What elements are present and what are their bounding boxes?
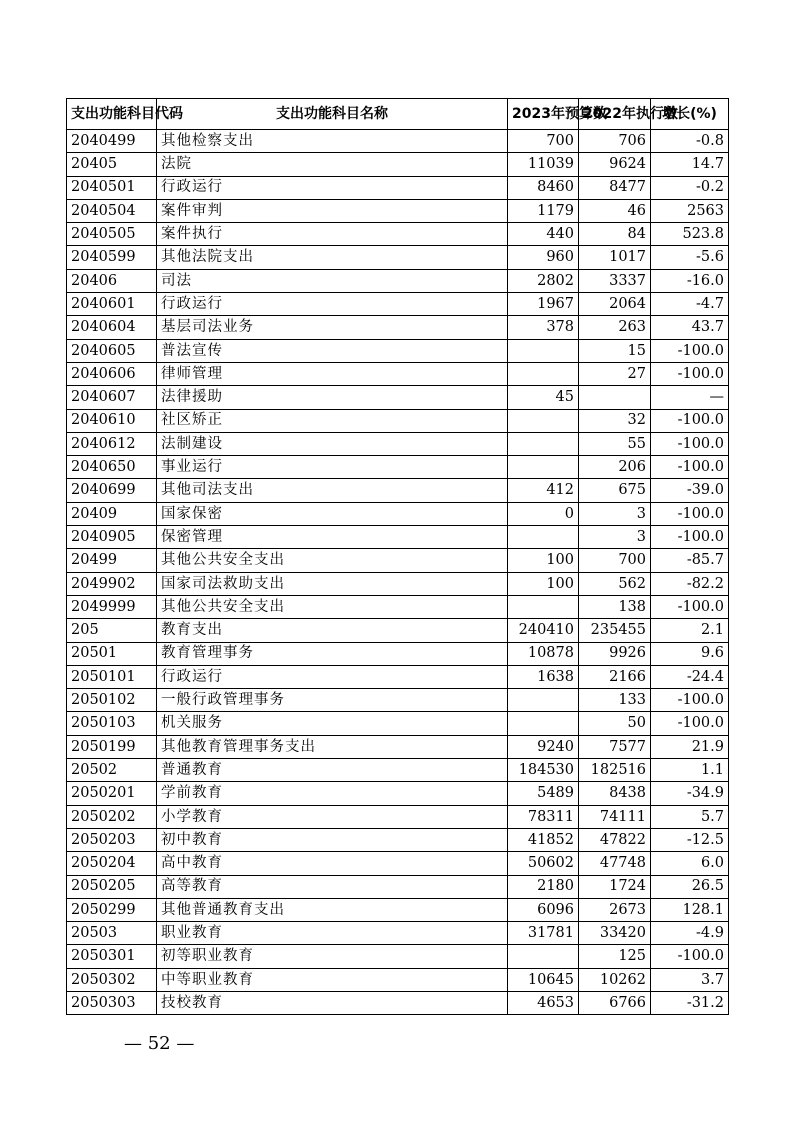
budget-cell: 700: [508, 130, 579, 153]
actual-cell: 3337: [579, 269, 651, 292]
table-row: [67, 852, 729, 875]
name-cell: 国家保密: [157, 502, 508, 525]
growth-cell: 14.7: [651, 153, 729, 176]
growth-cell: -100.0: [651, 432, 729, 455]
code-cell: 2049999: [67, 595, 157, 618]
name-cell: 机关服务: [157, 712, 508, 735]
growth-cell: -100.0: [651, 595, 729, 618]
code-cell: 2040601: [67, 293, 157, 316]
actual-cell: 55: [579, 432, 651, 455]
table-row: [67, 526, 729, 549]
budget-cell: 11039: [508, 153, 579, 176]
actual-cell: 27: [579, 362, 651, 385]
table-row: [67, 339, 729, 362]
code-cell: 2050103: [67, 712, 157, 735]
growth-cell: —: [651, 386, 729, 409]
actual-cell: 133: [579, 689, 651, 712]
growth-cell: 523.8: [651, 223, 729, 246]
table-row: [67, 130, 729, 153]
name-cell: 其他检察支出: [157, 130, 508, 153]
name-cell: 法制建设: [157, 432, 508, 455]
code-cell: 2050102: [67, 689, 157, 712]
budget-cell: 1179: [508, 199, 579, 222]
actual-cell: 15: [579, 339, 651, 362]
growth-cell: 128.1: [651, 898, 729, 921]
budget-cell: 378: [508, 316, 579, 339]
actual-cell: 74111: [579, 805, 651, 828]
actual-cell: 84: [579, 223, 651, 246]
name-cell: 高中教育: [157, 852, 508, 875]
table-row: [67, 898, 729, 921]
code-cell: 2050201: [67, 782, 157, 805]
table-row: [67, 689, 729, 712]
code-cell: 2050303: [67, 991, 157, 1014]
code-cell: 2040607: [67, 386, 157, 409]
table-row: [67, 176, 729, 199]
name-cell: 中等职业教育: [157, 968, 508, 991]
budget-cell: 10645: [508, 968, 579, 991]
table-row: [67, 595, 729, 618]
actual-cell: 3: [579, 502, 651, 525]
name-cell: 司法: [157, 269, 508, 292]
growth-cell: -85.7: [651, 549, 729, 572]
table-row: [67, 968, 729, 991]
budget-cell: 6096: [508, 898, 579, 921]
name-cell: 初等职业教育: [157, 945, 508, 968]
budget-cell: [508, 595, 579, 618]
budget-cell: 45: [508, 386, 579, 409]
actual-cell: 675: [579, 479, 651, 502]
code-cell: 2040905: [67, 526, 157, 549]
growth-cell: -4.9: [651, 922, 729, 945]
code-cell: 2050203: [67, 828, 157, 851]
name-cell: 案件执行: [157, 223, 508, 246]
budget-cell: 8460: [508, 176, 579, 199]
code-cell: 20409: [67, 502, 157, 525]
actual-cell: [579, 386, 651, 409]
budget-cell: 960: [508, 246, 579, 269]
table-row: [67, 572, 729, 595]
table-row: [67, 945, 729, 968]
actual-cell: 47822: [579, 828, 651, 851]
name-cell: 高等教育: [157, 875, 508, 898]
budget-cell: [508, 339, 579, 362]
budget-cell: [508, 526, 579, 549]
growth-cell: 3.7: [651, 968, 729, 991]
code-cell: 205: [67, 619, 157, 642]
name-cell: 社区矫正: [157, 409, 508, 432]
growth-cell: -100.0: [651, 689, 729, 712]
actual-cell: 2673: [579, 898, 651, 921]
growth-cell: 1.1: [651, 759, 729, 782]
growth-cell: -100.0: [651, 945, 729, 968]
table-row: [67, 432, 729, 455]
table-row: [67, 269, 729, 292]
budget-cell: 1967: [508, 293, 579, 316]
code-cell: 2040599: [67, 246, 157, 269]
growth-cell: -82.2: [651, 572, 729, 595]
table-row: [67, 665, 729, 688]
code-cell: 2040605: [67, 339, 157, 362]
name-cell: 其他教育管理事务支出: [157, 735, 508, 758]
budget-cell: 412: [508, 479, 579, 502]
name-cell: 技校教育: [157, 991, 508, 1014]
growth-cell: -100.0: [651, 526, 729, 549]
name-cell: 教育管理事务: [157, 642, 508, 665]
actual-cell: 47748: [579, 852, 651, 875]
budget-cell: 0: [508, 502, 579, 525]
table-row: [67, 199, 729, 222]
code-cell: 2050101: [67, 665, 157, 688]
budget-cell: 4653: [508, 991, 579, 1014]
actual-cell: 9624: [579, 153, 651, 176]
actual-cell: 7577: [579, 735, 651, 758]
actual-cell: 2166: [579, 665, 651, 688]
header-budget-2023: 2023年预算数: [508, 99, 579, 130]
name-cell: 其他普通教育支出: [157, 898, 508, 921]
name-cell: 基层司法业务: [157, 316, 508, 339]
name-cell: 国家司法救助支出: [157, 572, 508, 595]
growth-cell: 21.9: [651, 735, 729, 758]
budget-cell: 100: [508, 572, 579, 595]
actual-cell: 235455: [579, 619, 651, 642]
budget-cell: 100: [508, 549, 579, 572]
table-row: [67, 246, 729, 269]
actual-cell: 700: [579, 549, 651, 572]
code-cell: 20406: [67, 269, 157, 292]
growth-cell: 2563: [651, 199, 729, 222]
budget-cell: 2180: [508, 875, 579, 898]
name-cell: 行政运行: [157, 176, 508, 199]
actual-cell: 182516: [579, 759, 651, 782]
table-row: [67, 409, 729, 432]
budget-cell: 1638: [508, 665, 579, 688]
actual-cell: 50: [579, 712, 651, 735]
growth-cell: 9.6: [651, 642, 729, 665]
table-row: [67, 875, 729, 898]
name-cell: 普法宣传: [157, 339, 508, 362]
growth-cell: -100.0: [651, 362, 729, 385]
table-row: [67, 991, 729, 1014]
name-cell: 教育支出: [157, 619, 508, 642]
actual-cell: 2064: [579, 293, 651, 316]
actual-cell: 33420: [579, 922, 651, 945]
growth-cell: -100.0: [651, 339, 729, 362]
growth-cell: -12.5: [651, 828, 729, 851]
code-cell: 2050204: [67, 852, 157, 875]
actual-cell: 206: [579, 456, 651, 479]
actual-cell: 8477: [579, 176, 651, 199]
name-cell: 行政运行: [157, 665, 508, 688]
name-cell: 其他公共安全支出: [157, 595, 508, 618]
actual-cell: 263: [579, 316, 651, 339]
code-cell: 20405: [67, 153, 157, 176]
table-row: [67, 759, 729, 782]
growth-cell: -0.8: [651, 130, 729, 153]
name-cell: 其他司法支出: [157, 479, 508, 502]
table-row: [67, 642, 729, 665]
actual-cell: 562: [579, 572, 651, 595]
code-cell: 2040501: [67, 176, 157, 199]
name-cell: 其他公共安全支出: [157, 549, 508, 572]
table-row: [67, 782, 729, 805]
table-body: [67, 130, 729, 1015]
growth-cell: -100.0: [651, 502, 729, 525]
name-cell: 法律援助: [157, 386, 508, 409]
code-cell: 2040499: [67, 130, 157, 153]
table-row: [67, 293, 729, 316]
budget-cell: [508, 456, 579, 479]
code-cell: 2040606: [67, 362, 157, 385]
budget-cell: 9240: [508, 735, 579, 758]
header-growth: 增长(%): [651, 99, 729, 130]
code-cell: 20501: [67, 642, 157, 665]
actual-cell: 10262: [579, 968, 651, 991]
actual-cell: 138: [579, 595, 651, 618]
table-row: [67, 549, 729, 572]
actual-cell: 1724: [579, 875, 651, 898]
table-row: [67, 712, 729, 735]
code-cell: 2040604: [67, 316, 157, 339]
table-header: [67, 99, 729, 130]
code-cell: 2050199: [67, 735, 157, 758]
budget-cell: 184530: [508, 759, 579, 782]
code-cell: 2050301: [67, 945, 157, 968]
actual-cell: 1017: [579, 246, 651, 269]
code-cell: 2040699: [67, 479, 157, 502]
growth-cell: -16.0: [651, 269, 729, 292]
code-cell: 2050299: [67, 898, 157, 921]
actual-cell: 8438: [579, 782, 651, 805]
growth-cell: -5.6: [651, 246, 729, 269]
table-row: [67, 223, 729, 246]
budget-cell: [508, 712, 579, 735]
name-cell: 职业教育: [157, 922, 508, 945]
budget-table: [66, 98, 729, 1015]
budget-cell: [508, 409, 579, 432]
table-row: [67, 502, 729, 525]
table-row: [67, 386, 729, 409]
table-row: [67, 735, 729, 758]
name-cell: 案件审判: [157, 199, 508, 222]
code-cell: 2040504: [67, 199, 157, 222]
code-cell: 2050202: [67, 805, 157, 828]
growth-cell: 43.7: [651, 316, 729, 339]
name-cell: 律师管理: [157, 362, 508, 385]
growth-cell: -0.2: [651, 176, 729, 199]
actual-cell: 3: [579, 526, 651, 549]
growth-cell: 5.7: [651, 805, 729, 828]
table-row: [67, 479, 729, 502]
budget-cell: 5489: [508, 782, 579, 805]
code-cell: 2049902: [67, 572, 157, 595]
code-cell: 2040612: [67, 432, 157, 455]
table-row: [67, 316, 729, 339]
actual-cell: 6766: [579, 991, 651, 1014]
name-cell: 学前教育: [157, 782, 508, 805]
table-row: [67, 362, 729, 385]
budget-cell: [508, 945, 579, 968]
code-cell: 2040610: [67, 409, 157, 432]
budget-cell: 78311: [508, 805, 579, 828]
table-row: [67, 922, 729, 945]
growth-cell: -24.4: [651, 665, 729, 688]
table-row: [67, 828, 729, 851]
code-cell: 2040650: [67, 456, 157, 479]
name-cell: 行政运行: [157, 293, 508, 316]
growth-cell: -100.0: [651, 456, 729, 479]
table-row: [67, 456, 729, 479]
actual-cell: 46: [579, 199, 651, 222]
table-row: [67, 153, 729, 176]
header-actual-2022: 2022年执行数: [579, 99, 651, 130]
growth-cell: -39.0: [651, 479, 729, 502]
name-cell: 其他法院支出: [157, 246, 508, 269]
actual-cell: 125: [579, 945, 651, 968]
budget-cell: [508, 362, 579, 385]
name-cell: 普通教育: [157, 759, 508, 782]
budget-cell: 240410: [508, 619, 579, 642]
code-cell: 2050302: [67, 968, 157, 991]
name-cell: 事业运行: [157, 456, 508, 479]
growth-cell: 6.0: [651, 852, 729, 875]
name-cell: 一般行政管理事务: [157, 689, 508, 712]
name-cell: 法院: [157, 153, 508, 176]
budget-cell: 2802: [508, 269, 579, 292]
budget-cell: 31781: [508, 922, 579, 945]
actual-cell: 706: [579, 130, 651, 153]
budget-cell: 50602: [508, 852, 579, 875]
budget-cell: [508, 432, 579, 455]
table-row: [67, 619, 729, 642]
growth-cell: -31.2: [651, 991, 729, 1014]
table-row: [67, 805, 729, 828]
growth-cell: 26.5: [651, 875, 729, 898]
budget-cell: [508, 689, 579, 712]
code-cell: 20499: [67, 549, 157, 572]
header-code: 支出功能科目代码: [67, 99, 157, 130]
name-cell: 小学教育: [157, 805, 508, 828]
code-cell: 20502: [67, 759, 157, 782]
code-cell: 2050205: [67, 875, 157, 898]
budget-cell: 10878: [508, 642, 579, 665]
code-cell: 20503: [67, 922, 157, 945]
name-cell: 保密管理: [157, 526, 508, 549]
name-cell: 初中教育: [157, 828, 508, 851]
budget-cell: 440: [508, 223, 579, 246]
growth-cell: -34.9: [651, 782, 729, 805]
page-number: — 52 —: [124, 1033, 195, 1054]
growth-cell: -100.0: [651, 712, 729, 735]
actual-cell: 9926: [579, 642, 651, 665]
growth-cell: -100.0: [651, 409, 729, 432]
header-name: 支出功能科目名称: [157, 99, 508, 130]
growth-cell: 2.1: [651, 619, 729, 642]
growth-cell: -4.7: [651, 293, 729, 316]
budget-cell: 41852: [508, 828, 579, 851]
actual-cell: 32: [579, 409, 651, 432]
code-cell: 2040505: [67, 223, 157, 246]
